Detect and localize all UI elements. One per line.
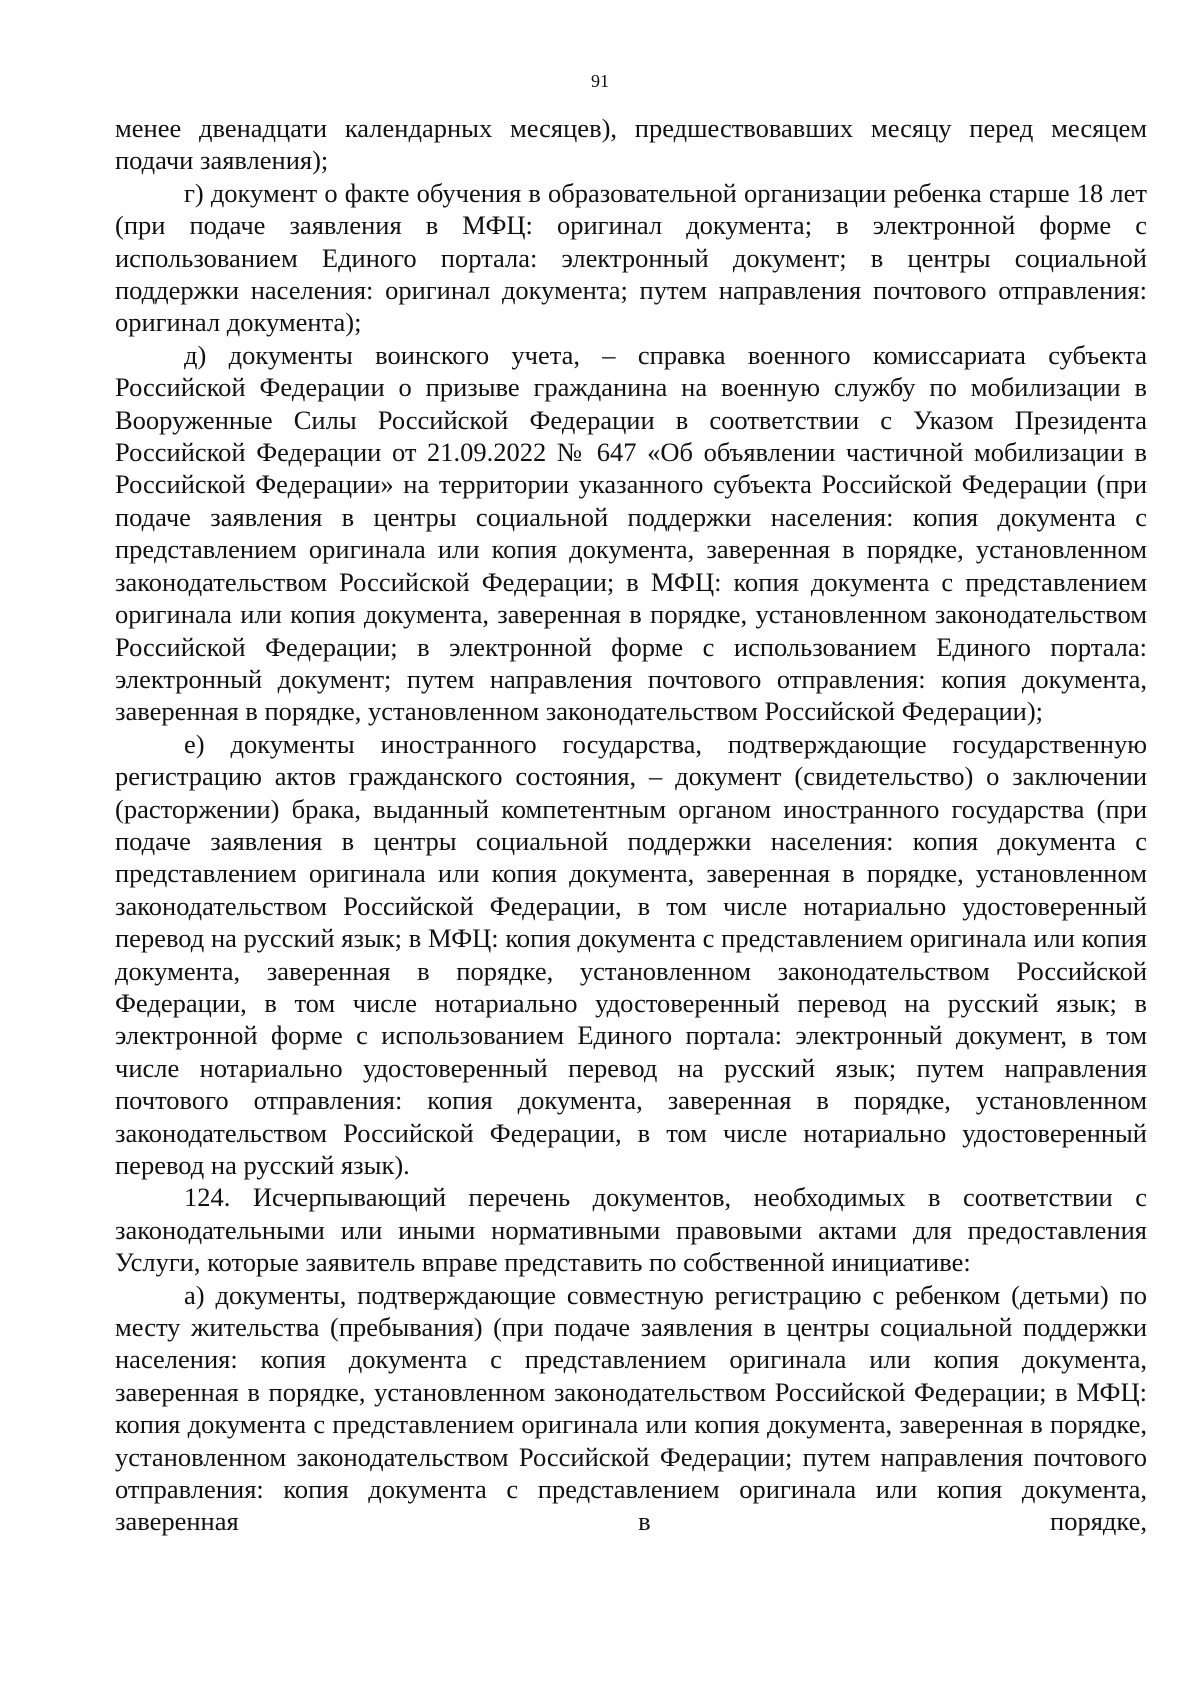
paragraph-continuation: менее двенадцати календарных месяцев), предшествовавших месяцу перед месяцем подачи заявления); <box>115 113 1147 176</box>
paragraph-item-a: а) документы, подтверждающие совместную регистрацию с ребенком (детьми) по месту жительства (пребывания) (при подаче заявления в центры социальной поддержки населения: копия документа с представлением оригинала или копия документа, заверенная в порядке, установленном законодательством Российской Федерации; в МФЦ: копия документа с представлением оригинала или копия документа, заверенная в порядке, установленном законодательством Российской Федерации; путем направления почтового отправления: копия документа с представлением оригинала или копия документа, заверенная в порядке, <box>115 1279 1147 1537</box>
page-number: 91 <box>591 71 609 91</box>
paragraph-item-e: е) документы иностранного государства, подтверждающие государственную регистрацию актов гражданского состояния, – документ (свидетельство) о заключении (расторжении) брака, выданный компетентным органом иностранного государства (при подаче заявления в центры социальной поддержки населения: копия документа с представлением оригинала или копия документа, заверенная в порядке, установленном законодательством Российской Федерации, в том числе нотариально удостоверенный перевод на русский язык; в МФЦ: копия документа с представлением оригинала или копия документа, заверенная в порядке, установленном законодательством Российской Федерации, в том числе нотариально удостоверенный перевод на русский язык; в электронной форме с использованием Единого портала: электронный документ, в том числе нотариально удостоверенный перевод на русский язык; путем направления почтового отправления: копия документа, заверенная в порядке, установленном законодательством Российской Федерации, в том числе нотариально удостоверенный перевод на русский язык). <box>115 728 1147 1180</box>
paragraph-item-d: д) документы воинского учета, – справка военного комиссариата субъекта Российской Федерации о призыве гражданина на военную службу по мобилизации в Вооруженные Силы Российской Федерации в соответствии с Указом Президента Российской Федерации от 21.09.2022 № 647 «Об объявлении частичной мобилизации в Российской Федерации» на территории указанного субъекта Российской Федерации (при подаче заявления в центры социальной поддержки населения: копия документа с представлением оригинала или копия документа, заверенная в порядке, установленном законодательством Российской Федерации; в МФЦ: копия документа с представлением оригинала или копия документа, заверенная в порядке, установленном законодательством Российской Федерации; в электронной форме с использованием Единого портала: электронный документ; путем направления почтового отправления: копия документа, заверенная в порядке, установленном законодательством Российской Федерации); <box>115 339 1147 727</box>
paragraph-clause-124: 124. Исчерпывающий перечень документов, необходимых в соответствии с законодательными или иными нормативными правовыми актами для предоставления Услуги, которые заявитель вправе представить по собственной инициативе: <box>115 1182 1147 1278</box>
document-body <box>115 112 1147 1538</box>
paragraph-item-g: г) документ о факте обучения в образовательной организации ребенка старше 18 лет (при подаче заявления в МФЦ: оригинал документа; в электронной форме с использованием Единого портала: электронный документ; в центры социальной поддержки населения: оригинал документа; путем направления почтового отправления: оригинал документа); <box>115 177 1147 338</box>
